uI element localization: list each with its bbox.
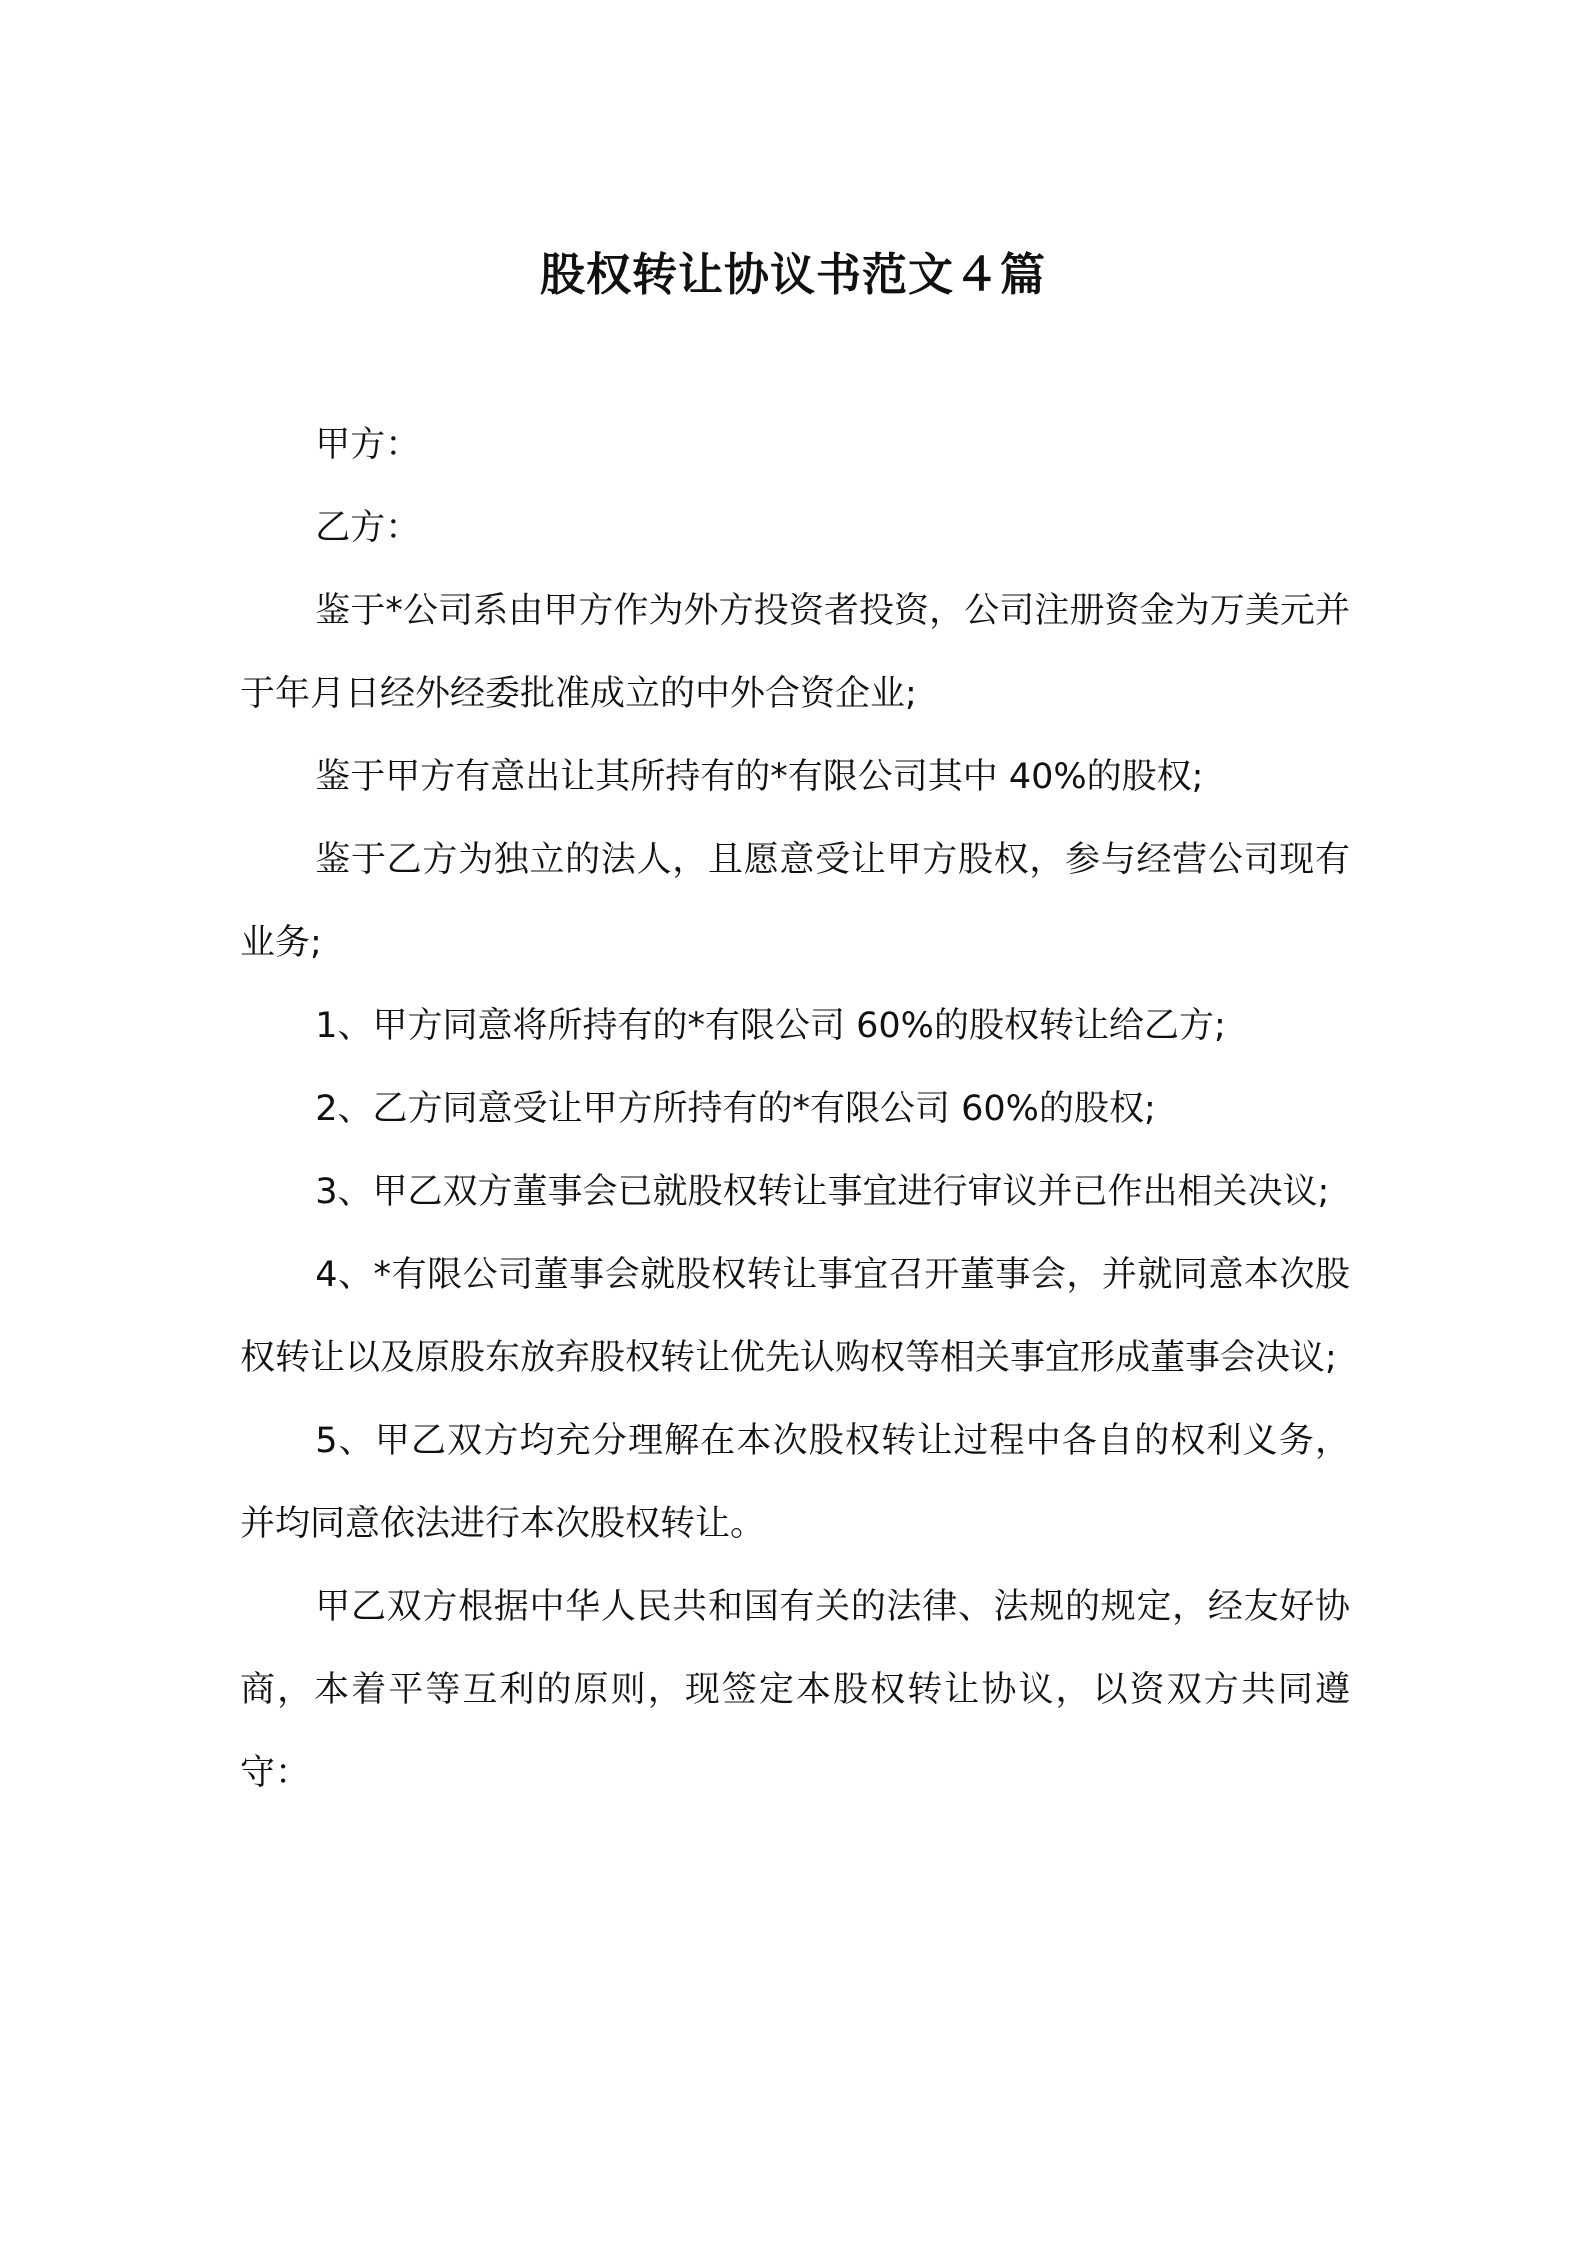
agreement-statement: 甲乙双方根据中华人民共和国有关的法律、法规的规定，经友好协商，本着平等互利的原则，现签定本股权转让协议，以资双方共同遵守： — [240, 1587, 1350, 1793]
recital-paragraph: 鉴于甲方有意出让其所持有的*有限公司其中 40%的股权; — [315, 757, 1204, 797]
document-title: 股权转让协议书范文４篇 — [539, 248, 1046, 302]
party-a-line: 甲方： — [315, 425, 421, 465]
numbered-clause: 1、甲方同意将所持有的*有限公司 60%的股权转让给乙方; — [315, 1006, 1226, 1046]
recital-paragraph: 鉴于乙方为独立的法人，且愿意受让甲方股权，参与经营公司现有业务; — [240, 840, 1350, 963]
numbered-clause: 2、乙方同意受让甲方所持有的*有限公司 60%的股权; — [315, 1089, 1156, 1129]
numbered-clause: 5、甲乙双方均充分理解在本次股权转让过程中各自的权利义务，并均同意依法进行本次股权转让。 — [240, 1421, 1350, 1544]
numbered-clause: 4、*有限公司董事会就股权转让事宜召开董事会，并就同意本次股权转让以及原股东放弃股权转让优先认购权等相关事宜形成董事会决议; — [240, 1255, 1350, 1378]
party-b-line: 乙方： — [315, 508, 421, 548]
document-body — [240, 404, 1350, 1815]
recital-paragraph: 鉴于*公司系由甲方作为外方投资者投资，公司注册资金为万美元并于年月日经外经委批准成立的中外合资企业; — [240, 591, 1350, 714]
numbered-clause: 3、甲乙双方董事会已就股权转让事宜进行审议并已作出相关决议; — [315, 1172, 1330, 1212]
